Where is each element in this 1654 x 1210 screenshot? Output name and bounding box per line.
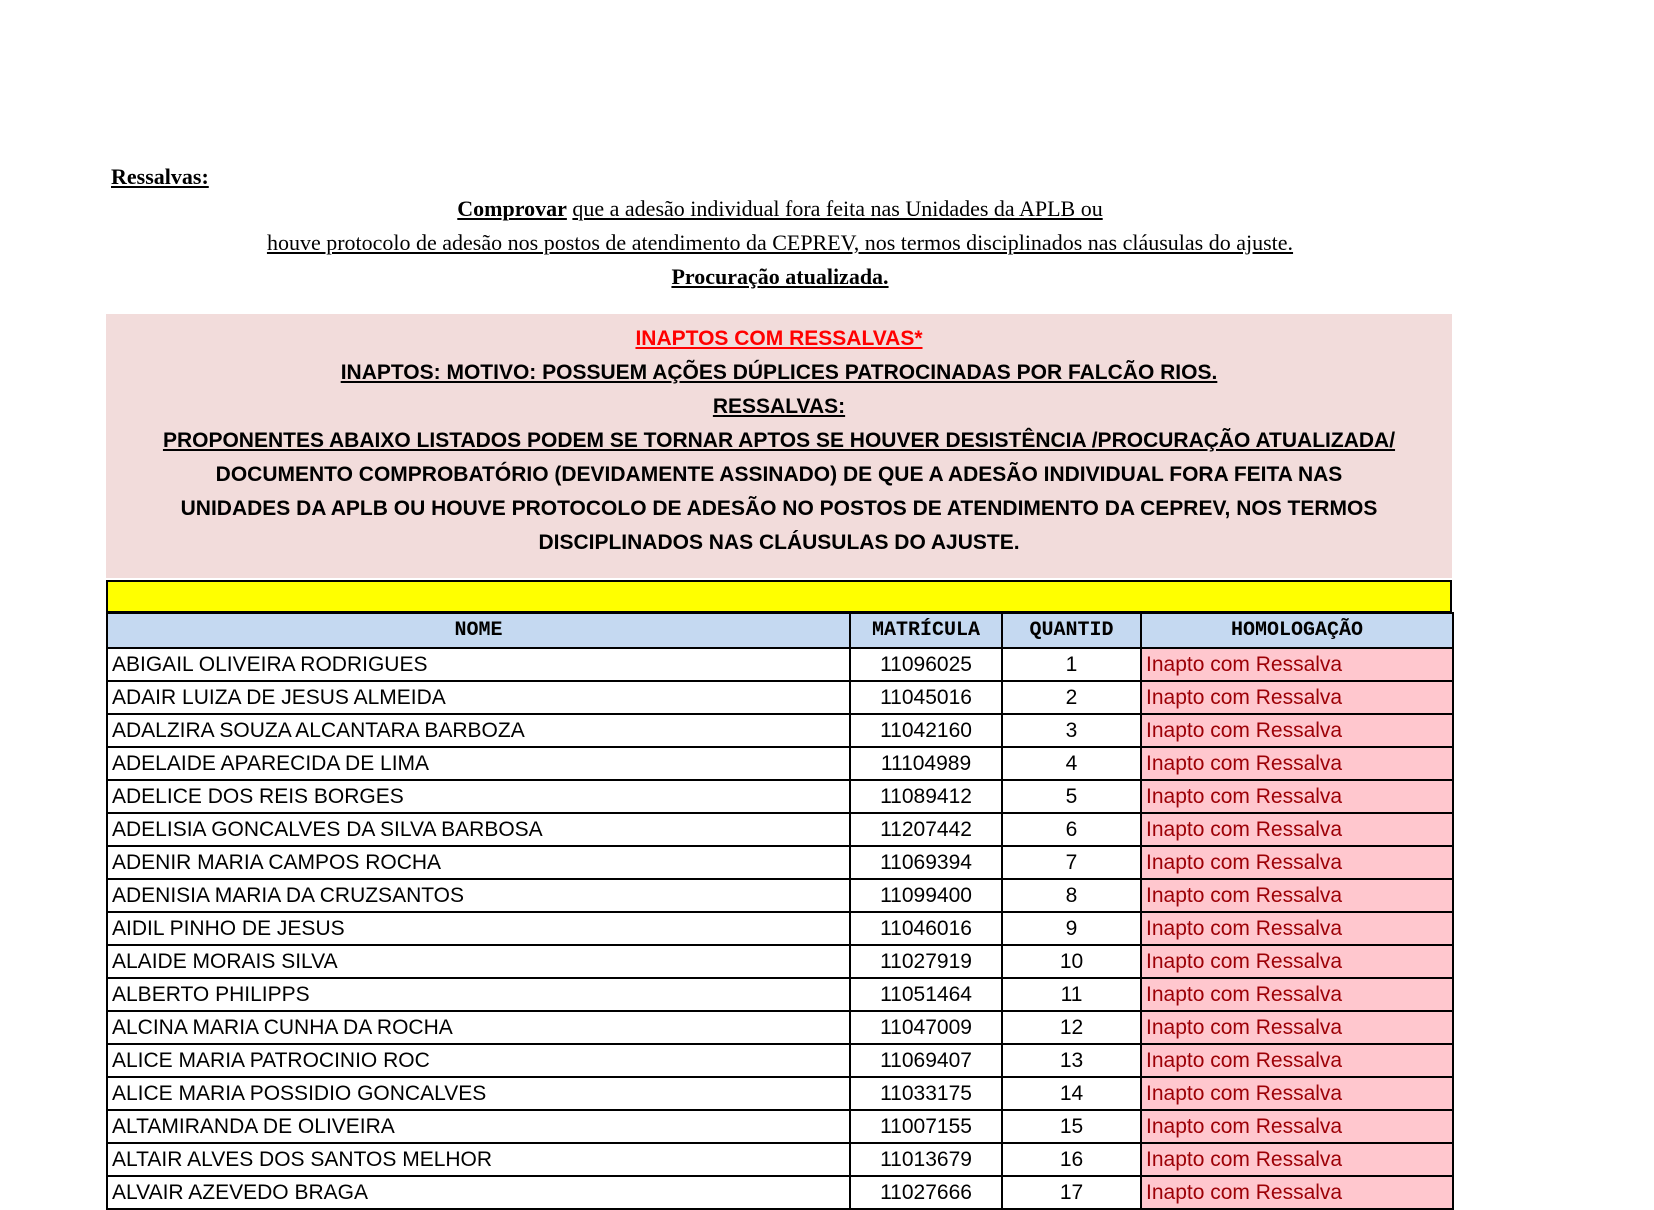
header-nome: NOME [107,613,850,648]
cell-nome: ALICE MARIA POSSIDIO GONCALVES [107,1077,850,1110]
header-homologacao: HOMOLOGAÇÃO [1141,613,1453,648]
notice-line-1: PROPONENTES ABAIXO LISTADOS PODEM SE TORNAR APTOS SE HOUVER DESISTÊNCIA /PROCURAÇÃO ATUALIZADA/ [162,429,1396,452]
notice-motivo: INAPTOS: MOTIVO: POSSUEM AÇÕES DÚPLICES PATROCINADAS POR FALCÃO RIOS. [340,361,1218,384]
cell-quantid: 16 [1002,1143,1141,1176]
table-row [107,681,1453,714]
intro-line-3: Procuração atualizada. [671,264,889,289]
cell-nome: ALBERTO PHILIPPS [107,978,850,1011]
cell-nome: ADAIR LUIZA DE JESUS ALMEIDA [107,681,850,714]
cell-matricula: 11007155 [850,1110,1002,1143]
header-matricula: MATRÍCULA [850,613,1002,648]
notice-ressalvas-label: RESSALVAS: [712,395,846,418]
cell-quantid: 11 [1002,978,1141,1011]
table-row [107,1044,1453,1077]
cell-quantid: 9 [1002,912,1141,945]
cell-matricula: 11069407 [850,1044,1002,1077]
cell-matricula: 11045016 [850,681,1002,714]
cell-quantid: 8 [1002,879,1141,912]
table-row [107,1110,1453,1143]
table-row [107,714,1453,747]
cell-matricula: 11013679 [850,1143,1002,1176]
cell-matricula: 11027919 [850,945,1002,978]
notice-line-3: UNIDADES DA APLB OU HOUVE PROTOCOLO DE ADESÃO NO POSTOS DE ATENDIMENTO DA CEPREV, NOS TERMOS [180,497,1378,520]
cell-homologacao: Inapto com Ressalva [1141,879,1453,912]
table-row [107,1077,1453,1110]
table-row [107,846,1453,879]
header-quantid: QUANTID [1002,613,1141,648]
notice-line-2: DOCUMENTO COMPROBATÓRIO (DEVIDAMENTE ASSINADO) DE QUE A ADESÃO INDIVIDUAL FORA FEITA NAS [215,463,1343,486]
table-header-row [107,613,1453,648]
cell-quantid: 14 [1002,1077,1141,1110]
table-row [107,945,1453,978]
table-row [107,813,1453,846]
cell-matricula: 11069394 [850,846,1002,879]
cell-homologacao: Inapto com Ressalva [1141,1077,1453,1110]
cell-nome: ADELICE DOS REIS BORGES [107,780,850,813]
table-row [107,1176,1453,1209]
cell-matricula: 11033175 [850,1077,1002,1110]
inaptos-table [106,612,1454,1210]
cell-quantid: 3 [1002,714,1141,747]
table-row [107,747,1453,780]
table-row [107,978,1453,1011]
cell-matricula: 11207442 [850,813,1002,846]
cell-quantid: 17 [1002,1176,1141,1209]
cell-nome: ADELISIA GONCALVES DA SILVA BARBOSA [107,813,850,846]
table-row [107,780,1453,813]
cell-matricula: 11027666 [850,1176,1002,1209]
cell-nome: ALVAIR AZEVEDO BRAGA [107,1176,850,1209]
cell-homologacao: Inapto com Ressalva [1141,846,1453,879]
cell-matricula: 11104989 [850,747,1002,780]
cell-nome: ABIGAIL OLIVEIRA RODRIGUES [107,648,850,681]
cell-homologacao: Inapto com Ressalva [1141,945,1453,978]
cell-nome: ADENISIA MARIA DA CRUZSANTOS [107,879,850,912]
cell-nome: ADELAIDE APARECIDA DE LIMA [107,747,850,780]
table-row [107,1011,1453,1044]
table-row [107,879,1453,912]
cell-nome: ALTAIR ALVES DOS SANTOS MELHOR [107,1143,850,1176]
intro-line-2-text: houve protocolo de adesão nos postos de atendimento da CEPREV, nos termos disciplinados nas cláusulas do ajuste. [266,230,1294,255]
cell-homologacao: Inapto com Ressalva [1141,747,1453,780]
cell-nome: ALAIDE MORAIS SILVA [107,945,850,978]
cell-quantid: 7 [1002,846,1141,879]
ressalvas-title: Ressalvas: [111,164,209,189]
table-body [107,648,1453,1209]
intro-line-2 [0,230,1560,256]
table-row [107,648,1453,681]
cell-quantid: 4 [1002,747,1141,780]
intro-line-1-text: que a adesão individual fora feita nas Unidades da APLB ou [572,196,1103,221]
intro-line-1 [0,196,1560,222]
cell-nome: ALCINA MARIA CUNHA DA ROCHA [107,1011,850,1044]
cell-quantid: 10 [1002,945,1141,978]
cell-matricula: 11051464 [850,978,1002,1011]
cell-quantid: 2 [1002,681,1141,714]
cell-homologacao: Inapto com Ressalva [1141,648,1453,681]
cell-homologacao: Inapto com Ressalva [1141,978,1453,1011]
table-row [107,1143,1453,1176]
cell-matricula: 11096025 [850,648,1002,681]
cell-homologacao: Inapto com Ressalva [1141,813,1453,846]
notice-line-4: DISCIPLINADOS NAS CLÁUSULAS DO AJUSTE. [538,531,1020,554]
cell-nome: ALTAMIRANDA DE OLIVEIRA [107,1110,850,1143]
cell-matricula: 11099400 [850,879,1002,912]
cell-quantid: 13 [1002,1044,1141,1077]
cell-quantid: 5 [1002,780,1141,813]
cell-homologacao: Inapto com Ressalva [1141,1143,1453,1176]
cell-homologacao: Inapto com Ressalva [1141,1176,1453,1209]
cell-homologacao: Inapto com Ressalva [1141,714,1453,747]
yellow-header-bar [106,580,1452,613]
cell-quantid: 6 [1002,813,1141,846]
cell-quantid: 15 [1002,1110,1141,1143]
cell-nome: ALICE MARIA PATROCINIO ROC [107,1044,850,1077]
cell-matricula: 11046016 [850,912,1002,945]
cell-quantid: 1 [1002,648,1141,681]
cell-quantid: 12 [1002,1011,1141,1044]
cell-homologacao: Inapto com Ressalva [1141,780,1453,813]
notice-box [106,314,1452,578]
intro-bold: Comprovar [457,196,567,221]
cell-matricula: 11089412 [850,780,1002,813]
cell-homologacao: Inapto com Ressalva [1141,1044,1453,1077]
cell-nome: AIDIL PINHO DE JESUS [107,912,850,945]
cell-nome: ADALZIRA SOUZA ALCANTARA BARBOZA [107,714,850,747]
cell-homologacao: Inapto com Ressalva [1141,1011,1453,1044]
cell-homologacao: Inapto com Ressalva [1141,1110,1453,1143]
notice-title: INAPTOS COM RESSALVAS* [635,327,923,350]
cell-matricula: 11042160 [850,714,1002,747]
cell-homologacao: Inapto com Ressalva [1141,912,1453,945]
table-row [107,912,1453,945]
cell-nome: ADENIR MARIA CAMPOS ROCHA [107,846,850,879]
cell-matricula: 11047009 [850,1011,1002,1044]
cell-homologacao: Inapto com Ressalva [1141,681,1453,714]
